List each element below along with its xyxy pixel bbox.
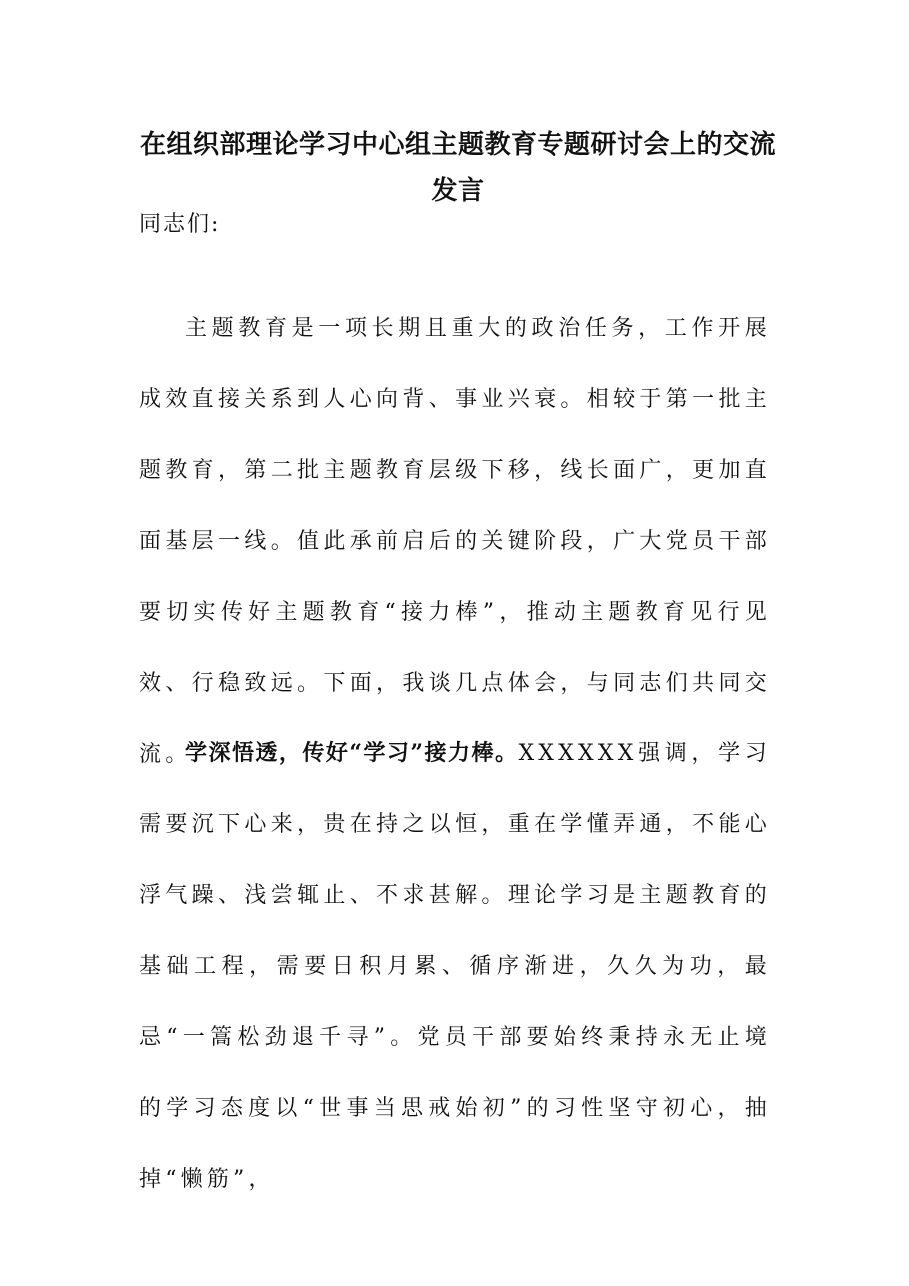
paragraph-2-lead: 学深悟透，传好“学习”接力棒。 xyxy=(185,740,519,766)
paragraph-1 xyxy=(139,293,771,790)
paragraph-1-text: 主题教育是一项长期且重大的政治任务，工作开展成效直接关系到人心向背、事业兴衰。相较于第一批主题教育，第二批主题教育层级下移，线长面广，更加直面基层一线。值此承前启后的关键阶段，广大党员干部要切实传好主题教育“接力棒”，推动主题教育见行见效、行稳致远。下面，我谈几点体会，与同志们共同交流。 xyxy=(139,316,771,767)
paragraph-2 xyxy=(139,718,771,1215)
paragraph-2-text: XXXXXX强调，学习需要沉下心来，贵在持之以恒，重在学懂弄通，不能心浮气躁、浅尝辄止、不求甚解。理论学习是主题教育的基础工程，需要日积月累、循序渐进，久久为功，最忌“一篙松劲退千寻”。党员干部要始终秉持永无止境的学习态度以“世事当思戒始初”的习性坚守初心，抽掉“懒筋”， xyxy=(139,741,771,1192)
salutation: 同志们: xyxy=(139,212,221,237)
document-title: 在组织部理论学习中心组主题教育专题研讨会上的交流发言 xyxy=(139,130,776,206)
